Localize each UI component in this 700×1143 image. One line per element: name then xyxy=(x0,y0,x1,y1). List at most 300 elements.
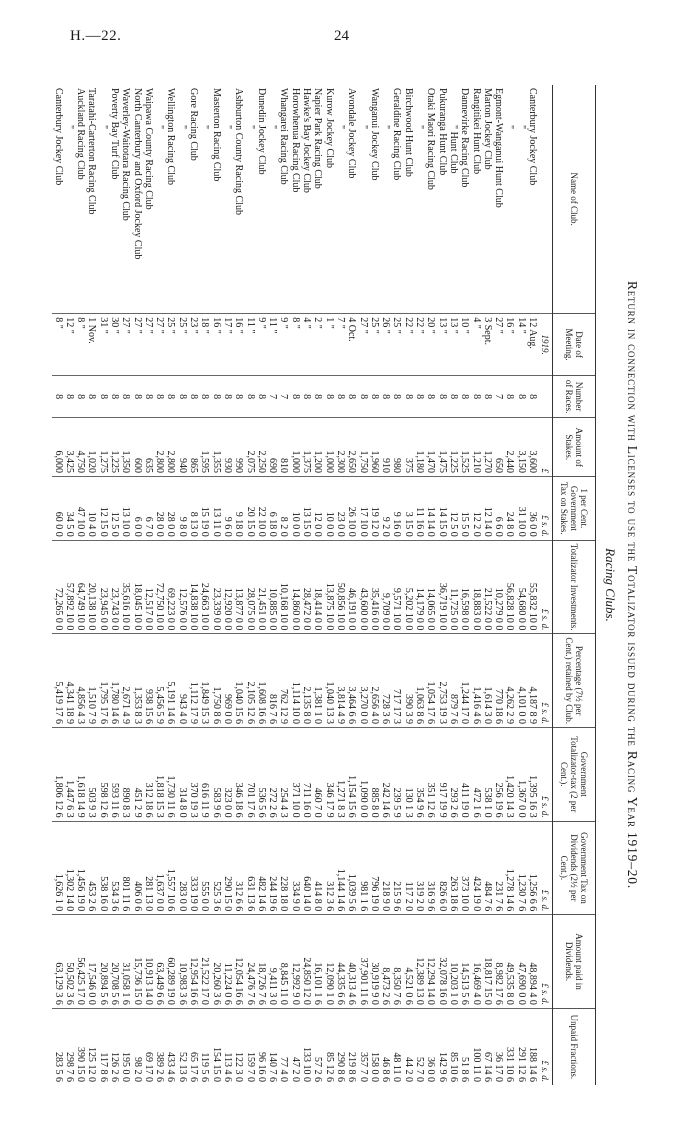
club-name: " xyxy=(504,125,516,130)
club-name: Taratahi-Carterton Racing Club xyxy=(86,88,98,215)
unpaid-fractions: 133 10 0 xyxy=(301,1008,312,1085)
unpaid-fractions: 390 15 0 xyxy=(75,1008,86,1085)
club-percentage: 1,416 4 6 xyxy=(470,634,481,728)
races-count: 8 xyxy=(436,375,447,418)
table-row xyxy=(380,85,391,1085)
meeting-date: 16 " xyxy=(210,314,221,376)
club-name: North Canterbury and Oxford Jockey Club xyxy=(131,88,143,260)
stakes-amount: 930 xyxy=(222,418,233,477)
club-percentage: 4,856 4 3 xyxy=(75,634,86,728)
totalizator-tax: 536 5 6 xyxy=(256,728,267,822)
investments: 12,576 0 0 xyxy=(177,540,188,634)
stakes-tax: 6 7 0 xyxy=(143,476,154,540)
totalizator-tax: 256 19 6 xyxy=(493,728,504,822)
col-date: Date of Meeting. xyxy=(553,314,596,376)
table-row xyxy=(233,85,244,1085)
club-name: Rangitikei Hunt Club xyxy=(470,88,482,175)
races-count: 8 xyxy=(323,375,334,418)
races-count: 8 xyxy=(391,375,402,418)
club-name: Wellington Racing Club xyxy=(165,88,177,185)
races-count: 8 xyxy=(414,375,425,418)
dividends-paid: 18,817 15 0 xyxy=(482,915,493,1009)
totalizator-tax: 293 2 6 xyxy=(448,728,459,822)
club-name: Masterton Racing Club xyxy=(210,88,222,182)
club-name: Kurow Jockey Club xyxy=(323,88,335,168)
dividends-paid: 12,294 14 0 xyxy=(425,915,436,1009)
table-row xyxy=(369,85,380,1085)
dividends-paid: 12,054 16 6 xyxy=(233,915,244,1009)
column-headers xyxy=(553,85,596,1085)
club-percentage: 2,753 19 3 xyxy=(436,634,447,728)
club-percentage: 3,270 0 0 xyxy=(357,634,368,728)
dividend-tax: 1,278 14 6 xyxy=(504,821,515,915)
club-name: Dannevirke Racing Club xyxy=(459,88,471,188)
dividend-tax: 801 11 6 xyxy=(120,821,131,915)
unpaid-fractions: 98 2 0 xyxy=(131,1008,142,1085)
meeting-date: 16 " xyxy=(233,314,244,376)
dividends-paid: 37,901 11 6 xyxy=(357,915,368,1009)
investments: 35,616 10 0 xyxy=(120,540,131,634)
investments: 13,875 10 0 xyxy=(323,540,334,634)
stakes-amount: 980 xyxy=(391,418,402,477)
stakes-amount: 1,225 xyxy=(448,418,459,477)
stakes-amount: 1,000 xyxy=(289,418,300,477)
dividends-paid: 44,335 6 6 xyxy=(335,915,346,1009)
club-percentage: 816 7 6 xyxy=(267,634,278,728)
races-count: 8 xyxy=(188,375,199,418)
unpaid-fractions: 36 17 0 xyxy=(493,1008,504,1085)
page-number: 24 xyxy=(334,28,349,44)
stakes-amount: 690 xyxy=(267,418,278,477)
dividends-paid: 30,919 9 0 xyxy=(369,915,380,1009)
stakes-tax: 9 16 0 xyxy=(391,476,402,540)
table-row xyxy=(199,85,210,1085)
dividends-paid: 10,203 1 0 xyxy=(448,915,459,1009)
unpaid-fractions: 357 7 0 xyxy=(357,1008,368,1085)
club-name: Waverley-Waitotara Racing Club xyxy=(120,88,132,221)
meeting-date: 14 " xyxy=(515,314,526,376)
stakes-tax: 26 10 0 xyxy=(346,476,357,540)
table-title: Return in connection with Licenses to use the Totalizator issued during the Racing Year 1919–20. xyxy=(625,280,640,890)
club-percentage: 728 3 6 xyxy=(380,634,391,728)
unpaid-fractions: 290 8 6 xyxy=(335,1008,346,1085)
stakes-tax: 10 4 0 xyxy=(86,476,97,540)
stakes-amount: 650 xyxy=(493,418,504,477)
stakes-amount: 375 xyxy=(402,418,413,477)
table-row xyxy=(323,85,334,1085)
unpaid-fractions: 65 17 6 xyxy=(188,1008,199,1085)
table-row xyxy=(289,85,300,1085)
dividends-paid: 21,522 17 0 xyxy=(199,915,210,1009)
dividend-tax: 484 7 6 xyxy=(482,821,493,915)
col-club: Name of Club. xyxy=(553,85,596,314)
dividend-tax: 215 9 6 xyxy=(391,821,402,915)
investments: 23,945 0 0 xyxy=(97,540,108,634)
totalizator-tax: 354 9 6 xyxy=(414,728,425,822)
document-reference: H.—22. xyxy=(70,28,122,44)
meeting-date: 12 " xyxy=(64,314,75,376)
investments: 18,883 0 0 xyxy=(470,540,481,634)
unpaid-fractions: 122 3 0 xyxy=(233,1008,244,1085)
unpaid-fractions: 158 0 0 xyxy=(369,1008,380,1085)
unit-lsd: £ s. d. xyxy=(538,821,553,915)
club-percentage: 1,040 13 3 xyxy=(323,634,334,728)
dividends-paid: 31,058 1 6 xyxy=(120,915,131,1009)
dividend-tax: 406 0 6 xyxy=(131,821,142,915)
races-count: 8 xyxy=(244,375,255,418)
unit-lsd: £ s. d. xyxy=(538,728,553,822)
investments: 5,202 10 0 xyxy=(402,540,413,634)
dividends-paid: 10,983 3 6 xyxy=(177,915,188,1009)
club-percentage: 943 4 0 xyxy=(177,634,188,728)
investments: 12,517 0 0 xyxy=(143,540,154,634)
stakes-tax: 6 6 0 xyxy=(493,476,504,540)
races-count: 8 xyxy=(346,375,357,418)
stakes-amount: 4,750 xyxy=(75,418,86,477)
investments: 11,725 0 0 xyxy=(448,540,459,634)
meeting-date: 4 Oct. xyxy=(346,314,357,376)
dividend-tax: 414 8 0 xyxy=(312,821,323,915)
col-dividend-tax: Government Tax on Dividends (2½ per Cent.). xyxy=(553,821,596,915)
col-unpaid-fractions: Unpaid Fractions. xyxy=(553,1008,596,1085)
races-count: 8 xyxy=(504,375,515,418)
investments: 14,179 0 0 xyxy=(414,540,425,634)
races-count: 8 xyxy=(177,375,188,418)
totalizator-tax: 917 19 9 xyxy=(436,728,447,822)
races-count: 8 xyxy=(120,375,131,418)
stakes-tax: 6 18 0 xyxy=(267,476,278,540)
col-percentage: Percentage (7½ per Cent.) retained by Club. xyxy=(553,634,596,728)
club-percentage: 1,353 8 3 xyxy=(131,634,142,728)
totalizator-tax: 701 17 6 xyxy=(244,728,255,822)
meeting-date: 25 " xyxy=(165,314,176,376)
dividends-paid: 12,090 1 0 xyxy=(323,915,334,1009)
stakes-amount: 600 xyxy=(131,418,142,477)
dividends-paid: 8,473 2 6 xyxy=(380,915,391,1009)
col-stakes-tax: 1 per Cent. Government Tax on Stakes. xyxy=(553,476,596,540)
totalizator-tax: 711 16 0 xyxy=(301,728,312,822)
totalizator-tax: 1,818 15 3 xyxy=(154,728,165,822)
stakes-amount: 1,595 xyxy=(199,418,210,477)
dividends-paid: 47,690 0 0 xyxy=(515,915,526,1009)
stakes-tax: 11 16 0 xyxy=(414,476,425,540)
dividend-tax: 482 14 6 xyxy=(256,821,267,915)
stakes-tax: 8 13 0 xyxy=(188,476,199,540)
races-count: 8 xyxy=(109,375,120,418)
stakes-amount: 3,425 xyxy=(64,418,75,477)
club-percentage: 4,101 0 0 xyxy=(515,634,526,728)
unpaid-fractions: 125 12 0 xyxy=(86,1008,97,1085)
table-row xyxy=(109,85,120,1085)
table-row xyxy=(267,85,278,1085)
club-name: " xyxy=(154,125,166,130)
unpaid-fractions: 46 8 6 xyxy=(380,1008,391,1085)
meeting-date: 27 " xyxy=(131,314,142,376)
meeting-date: 4 " xyxy=(301,314,312,376)
table-row xyxy=(493,85,504,1085)
investments: 20,138 10 0 xyxy=(86,540,97,634)
club-name: " xyxy=(334,125,346,130)
table-row xyxy=(278,85,289,1085)
club-percentage: 390 3 9 xyxy=(402,634,413,728)
meeting-date: 25 " xyxy=(177,314,188,376)
meeting-date: 8 " xyxy=(52,314,63,376)
meeting-date: 22 " xyxy=(402,314,413,376)
unpaid-fractions: 77 4 0 xyxy=(278,1008,289,1085)
stakes-tax: 20 15 0 xyxy=(244,476,255,540)
stakes-amount: 2,800 xyxy=(165,418,176,477)
races-count: 7 xyxy=(493,375,504,418)
meeting-date: 31 " xyxy=(97,314,108,376)
races-count: 8 xyxy=(515,375,526,418)
races-count: 8 xyxy=(402,375,413,418)
dividend-tax: 373 10 0 xyxy=(459,821,470,915)
races-count: 8 xyxy=(154,375,165,418)
club-percentage: 2,671 4 9 xyxy=(120,634,131,728)
dividends-paid: 16,101 1 6 xyxy=(312,915,323,1009)
meeting-date: 27 " xyxy=(143,314,154,376)
meeting-date: 13 " xyxy=(448,314,459,376)
dividends-paid: 20,260 3 6 xyxy=(210,915,221,1009)
col-dividends: Amount paid in Dividends. xyxy=(553,915,596,1009)
totalizator-tax: 254 4 3 xyxy=(278,728,289,822)
meeting-date: 27 " xyxy=(154,314,165,376)
unit-lsd: £ s. d. xyxy=(538,540,553,634)
table-row xyxy=(188,85,199,1085)
table-row xyxy=(357,85,368,1085)
col-races: Number of Races. xyxy=(553,375,596,418)
club-name: " xyxy=(357,125,369,130)
stakes-amount: 1,020 xyxy=(86,418,97,477)
investments: 50,856 10 0 xyxy=(335,540,346,634)
investments: 55,832 10 0 xyxy=(527,540,538,634)
races-count: 8 xyxy=(233,375,244,418)
stakes-tax: 3 15 0 xyxy=(402,476,413,540)
totalizator-tax: 1,447 6 3 xyxy=(64,728,75,822)
club-percentage: 717 17 3 xyxy=(391,634,402,728)
club-name: Marton Jockey Club xyxy=(481,88,493,170)
unpaid-fractions: 389 2 6 xyxy=(154,1008,165,1085)
stakes-tax: 28 0 0 xyxy=(165,476,176,540)
dividend-tax: 826 6 0 xyxy=(436,821,447,915)
club-name: Geraldine Racing Club xyxy=(391,88,403,181)
totalizator-tax: 890 8 3 xyxy=(120,728,131,822)
stakes-tax: 22 10 0 xyxy=(256,476,267,540)
table-row xyxy=(527,85,538,1085)
meeting-date: 16 " xyxy=(504,314,515,376)
club-name: Birchwood Hunt Club xyxy=(402,88,414,177)
investments: 24,663 10 0 xyxy=(199,540,210,634)
club-name: Otaki Maori Racing Club xyxy=(425,88,437,190)
stakes-amount: 1,470 xyxy=(425,418,436,477)
stakes-tax: 17 10 0 xyxy=(357,476,368,540)
races-count: 8 xyxy=(52,375,63,418)
table-row xyxy=(504,85,515,1085)
unpaid-fractions: 283 5 6 xyxy=(52,1008,63,1085)
investments: 72,750 10 0 xyxy=(154,540,165,634)
club-name: Canterbury Jockey Club xyxy=(527,88,538,186)
table-row xyxy=(86,85,97,1085)
stakes-tax: 12 15 0 xyxy=(97,476,108,540)
stakes-amount: 865 xyxy=(188,418,199,477)
meeting-date: 11 " xyxy=(267,314,278,376)
investments: 18,414 0 0 xyxy=(312,540,323,634)
stakes-amount: 1,375 xyxy=(301,418,312,477)
dividend-tax: 1,230 7 6 xyxy=(515,821,526,915)
investments: 9,709 0 0 xyxy=(380,540,391,634)
table-row xyxy=(222,85,233,1085)
club-percentage: 770 18 6 xyxy=(493,634,504,728)
totalizator-tax: 130 1 3 xyxy=(402,728,413,822)
table-row xyxy=(402,85,413,1085)
dividend-tax: 1,039 5 6 xyxy=(346,821,357,915)
dividend-tax: 244 19 6 xyxy=(267,821,278,915)
races-count: 8 xyxy=(143,375,154,418)
stakes-tax: 12 0 0 xyxy=(312,476,323,540)
unpaid-fractions: 331 10 6 xyxy=(504,1008,515,1085)
dividends-paid: 18,726 7 6 xyxy=(256,915,267,1009)
investments: 13,877 0 0 xyxy=(233,540,244,634)
club-name: " xyxy=(221,125,233,130)
unpaid-fractions: 44 2 0 xyxy=(402,1008,413,1085)
table-row xyxy=(448,85,459,1085)
meeting-date: 9 " xyxy=(278,314,289,376)
club-percentage: 5,191 14 6 xyxy=(165,634,176,728)
club-percentage: 1,780 14 6 xyxy=(109,634,120,728)
dividend-tax: 538 16 0 xyxy=(97,821,108,915)
unpaid-fractions: 52 7 0 xyxy=(414,1008,425,1085)
unpaid-fractions: 126 2 6 xyxy=(109,1008,120,1085)
table-row xyxy=(391,85,402,1085)
dividend-tax: 640 14 0 xyxy=(301,821,312,915)
club-name: " xyxy=(267,125,279,130)
stakes-amount: 2,650 xyxy=(346,418,357,477)
unit-lsd: £ s. d. xyxy=(538,1008,553,1085)
totalizator-tax: 1,271 8 3 xyxy=(335,728,346,822)
stakes-amount: 1,960 xyxy=(369,418,380,477)
dividend-tax: 1,456 19 0 xyxy=(75,821,86,915)
investments: 14,838 10 0 xyxy=(188,540,199,634)
races-count: 8 xyxy=(64,375,75,418)
club-percentage: 5,419 17 6 xyxy=(52,634,63,728)
meeting-date: 18 " xyxy=(199,314,210,376)
meeting-date: 23 " xyxy=(188,314,199,376)
club-percentage: 1,795 17 6 xyxy=(97,634,108,728)
stakes-tax: 9 2 0 xyxy=(380,476,391,540)
club-percentage: 938 15 6 xyxy=(143,634,154,728)
col-stakes: Amount of Stakes. xyxy=(553,418,596,477)
dividend-tax: 117 2 0 xyxy=(402,821,413,915)
stakes-tax: 15 19 0 xyxy=(199,476,210,540)
table-row xyxy=(482,85,493,1085)
meeting-date: 8 " xyxy=(289,314,300,376)
stakes-tax: 36 0 0 xyxy=(527,476,538,540)
stakes-amount: 2,075 xyxy=(244,418,255,477)
unpaid-fractions: 100 11 0 xyxy=(470,1008,481,1085)
club-name: " xyxy=(176,125,188,130)
investments: 21,451 0 0 xyxy=(256,540,267,634)
table-row xyxy=(301,85,312,1085)
club-percentage: 2,135 8 0 xyxy=(301,634,312,728)
club-name: Pukuranga Hunt Club xyxy=(436,88,448,176)
club-percentage: 1,063 8 6 xyxy=(414,634,425,728)
club-name: " Hunt Club xyxy=(447,125,459,174)
totalizator-tax: 593 11 6 xyxy=(109,728,120,822)
table-row xyxy=(177,85,188,1085)
stakes-tax: 12 5 0 xyxy=(109,476,120,540)
dividends-paid: 50,502 3 6 xyxy=(64,915,75,1009)
meeting-date: 13 " xyxy=(436,314,447,376)
dividend-tax: 218 9 0 xyxy=(380,821,391,915)
totalizator-tax: 1,806 12 6 xyxy=(52,728,63,822)
club-name: Napier Park Racing Club xyxy=(312,88,324,189)
club-percentage: 969 0 0 xyxy=(222,634,233,728)
club-percentage: 1,040 15 6 xyxy=(233,634,244,728)
meeting-date: 4 " xyxy=(470,314,481,376)
club-name: " xyxy=(63,125,75,130)
investments: 14,860 0 0 xyxy=(289,540,300,634)
club-name: Canterbury Jockey Club xyxy=(52,88,64,186)
club-name: Wanganui Jockey Club xyxy=(368,88,380,181)
club-percentage: 1,244 17 0 xyxy=(459,634,470,728)
dividends-paid: 8,350 7 6 xyxy=(391,915,402,1009)
meeting-date: 26 " xyxy=(380,314,391,376)
races-count: 8 xyxy=(131,375,142,418)
investments: 57,892 10 0 xyxy=(64,540,75,634)
club-name: Poverty Bay Turf Club xyxy=(109,88,121,180)
dividend-tax: 1,144 14 6 xyxy=(335,821,346,915)
totalizator-tax: 411 19 0 xyxy=(459,728,470,822)
club-percentage: 3,464 6 6 xyxy=(346,634,357,728)
races-count: 8 xyxy=(210,375,221,418)
unit-lsd: £ s. d. xyxy=(538,915,553,1009)
dividends-paid: 9,411 3 0 xyxy=(267,915,278,1009)
races-count: 8 xyxy=(75,375,86,418)
dividend-tax: 424 19 0 xyxy=(470,821,481,915)
club-percentage: 4,187 8 9 xyxy=(527,634,538,728)
dividend-tax: 1,557 10 6 xyxy=(165,821,176,915)
dividends-paid: 24,850 12 0 xyxy=(301,915,312,1009)
investments: 14,065 0 0 xyxy=(425,540,436,634)
totalizator-tax: 460 7 0 xyxy=(312,728,323,822)
dividend-tax: 796 19 0 xyxy=(369,821,380,915)
totalizator-tax: 272 2 6 xyxy=(267,728,278,822)
totalizator-tax: 242 14 6 xyxy=(380,728,391,822)
table-row xyxy=(414,85,425,1085)
dividends-paid: 12,992 9 0 xyxy=(289,915,300,1009)
meeting-date: 1 Nov. xyxy=(86,314,97,376)
stakes-amount: 990 xyxy=(233,418,244,477)
meeting-date: 10 " xyxy=(459,314,470,376)
club-name: Horowhenua Racing Club xyxy=(289,88,301,193)
table-row xyxy=(154,85,165,1085)
stakes-unit: £ xyxy=(538,418,553,477)
club-name: Gore Racing Club xyxy=(188,88,200,161)
meeting-date: 17 " xyxy=(222,314,233,376)
dividend-tax: 525 3 6 xyxy=(210,821,221,915)
dividends-paid: 40,313 4 6 xyxy=(346,915,357,1009)
races-count: 8 xyxy=(256,375,267,418)
table-row xyxy=(97,85,108,1085)
races-count: 8 xyxy=(335,375,346,418)
dividend-tax: 1,302 14 0 xyxy=(64,821,75,915)
totalizator-tax: 598 12 6 xyxy=(97,728,108,822)
races-count: 8 xyxy=(380,375,391,418)
totalizator-tax: 1,730 11 6 xyxy=(165,728,176,822)
dividend-tax: 555 0 0 xyxy=(199,821,210,915)
unpaid-fractions: 219 8 6 xyxy=(346,1008,357,1085)
investments: 69,223 0 0 xyxy=(165,540,176,634)
